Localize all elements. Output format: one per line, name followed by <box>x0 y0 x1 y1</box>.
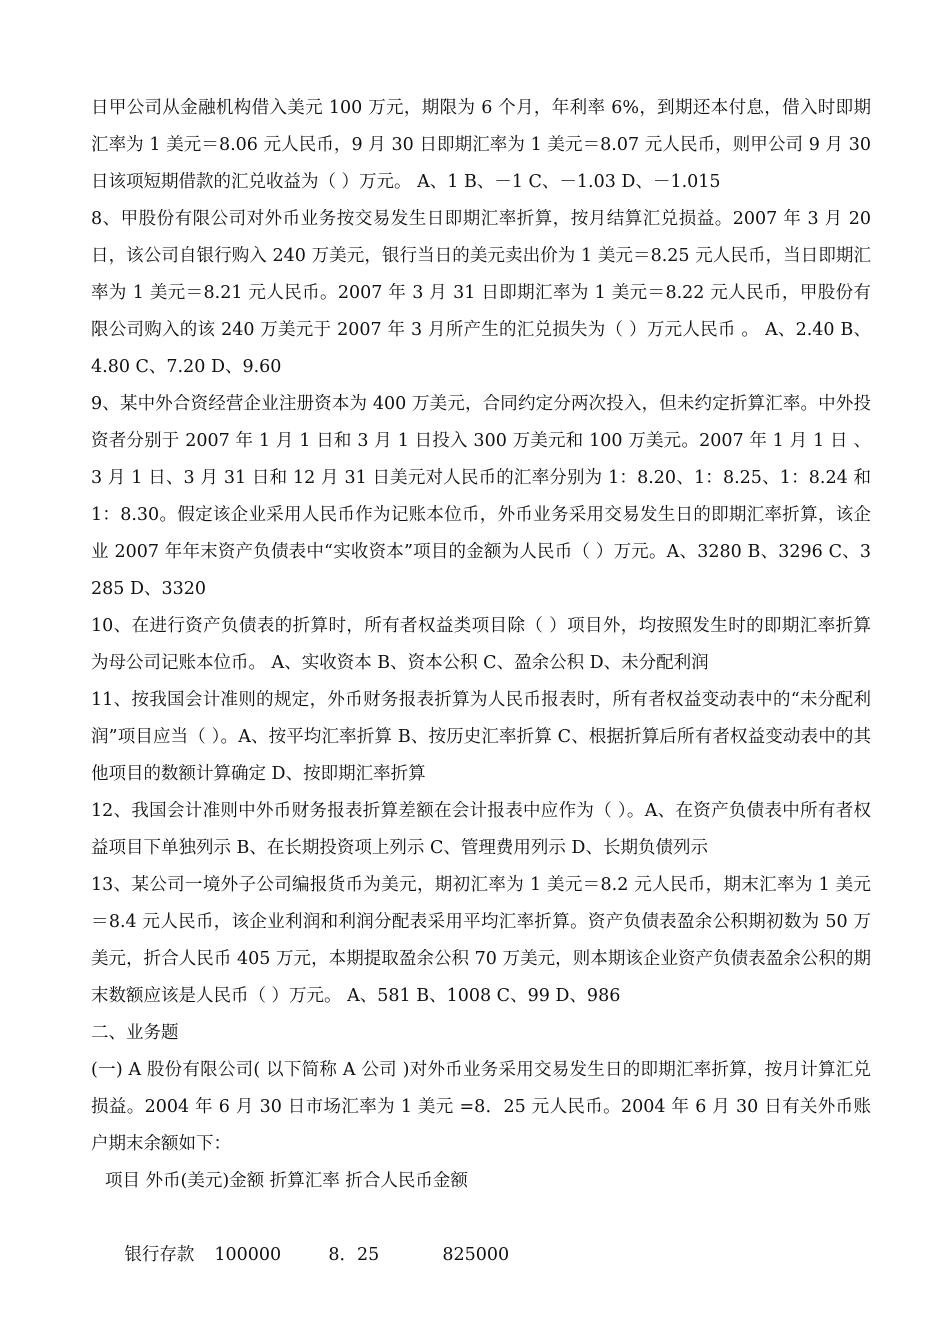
paragraph-question-8: 8、甲股份有限公司对外币业务按交易发生日即期汇率折算，按月结算汇兑损益。2007 年 3 月 20 日，该公司自银行购入 240 万美元，银行当日的美元卖出价为 1 美元＝8.25 元人民币，当日即期汇率为 1 美元＝8.21 元人民币。2007 年 3 月 31 日即期汇率为 1 美元＝8.22 元人民币，甲股份有限公司购入的该 240 万美元于 2007 年 3 月所产生的汇兑损失为（ ）万元人民币 。 A、2.40 B、4.80 C、7.20 D、9.60 <box>91 209 871 377</box>
table-row <box>91 1200 871 1311</box>
document-body <box>91 90 871 1311</box>
table-header: 项目 外币(美元)金额 折算汇率 折合人民币金额 <box>105 1171 468 1191</box>
paragraph-question-13: 13、某公司一境外子公司编报货币为美元，期初汇率为 1 美元＝8.2 元人民币，期末汇率为 1 美元＝8.4 元人民币，该企业利润和利润分配表采用平均汇率折算。资产负债表盈余公积期初数为 50 万美元，折合人民币 405 万元，本期提取盈余公积 70 万美元，则本期该企业资产负债表盈余公积的期末数额应该是人民币（ ）万元。 A、581 B、1008 C、99 D、986 <box>91 875 871 1006</box>
paragraph-question-7-continued: 日甲公司从金融机构借入美元 100 万元，期限为 6 个月，年利率 6%，到期还本付息，借入时即期汇率为 1 美元＝8.06 元人民币，9 月 30 日即期汇率为 1 美元＝8.07 元人民币，则甲公司 9 月 30 日该项短期借款的汇兑收益为（ ）万元。 A、1 B、－1 C、－1.03 D、－1.015 <box>91 98 871 192</box>
paragraph-question-10: 10、在进行资产负债表的折算时，所有者权益类项目除（ ）项目外，均按照发生时的即期汇率折算为母公司记账本位币。 A、实收资本 B、资本公积 C、盈余公积 D、未分配利润 <box>91 616 871 673</box>
table-cell-item: 银行存款 <box>124 1245 195 1265</box>
paragraph-question-9: 9、某中外合资经营企业注册资本为 400 万美元，合同约定分两次投入，但未约定折算汇率。中外投资者分别于 2007 年 1 月 1 日和 3 月 1 日投入 300 万美元和 100 万美元。2007 年 1 月 1 日 、3 月 1 日、3 月 31 日和 12 月 31 日美元对人民币的汇率分别为 1：8.20、1：8.25、1：8.24 和 1：8.30。假定该企业采用人民币作为记账本位币，外币业务采用交易发生日的即期汇率折算，该企业 2007 年年末资产负债表中“实收资本”项目的金额为人民币（ ）万元。A、3280 B、3296 C、3285 D、3320 <box>91 394 871 599</box>
section-heading: 二、业务题 <box>91 1023 179 1043</box>
table-cell-rmb-amount: 825000 <box>442 1245 510 1265</box>
paragraph-question-11: 11、按我国会计准则的规定，外币财务报表折算为人民币报表时，所有者权益变动表中的“未分配利润”项目应当（ ）。A、按平均汇率折算 B、按历史汇率折算 C、根据折算后所有者权益变动表中的其他项目的数额计算确定 D、按即期汇率折算 <box>91 690 871 784</box>
table-cell-foreign-amount: 100000 <box>214 1245 282 1265</box>
paragraph-question-12: 12、我国会计准则中外币财务报表折算差额在会计报表中应作为（ ）。A、在资产负债表中所有者权益项目下单独列示 B、在长期投资项上列示 C、管理费用列示 D、长期负债列示 <box>91 801 871 858</box>
table-cell-rate: 8．25 <box>328 1245 380 1265</box>
paragraph-business-question-1: (一) A 股份有限公司( 以下简称 A 公司 )对外币业务采用交易发生日的即期汇率折算，按月计算汇兑损益。2004 年 6 月 30 日市场汇率为 1 美元 =8．25 元人民币。2004 年 6 月 30 日有关外币账户期末余额如下： <box>91 1060 871 1154</box>
